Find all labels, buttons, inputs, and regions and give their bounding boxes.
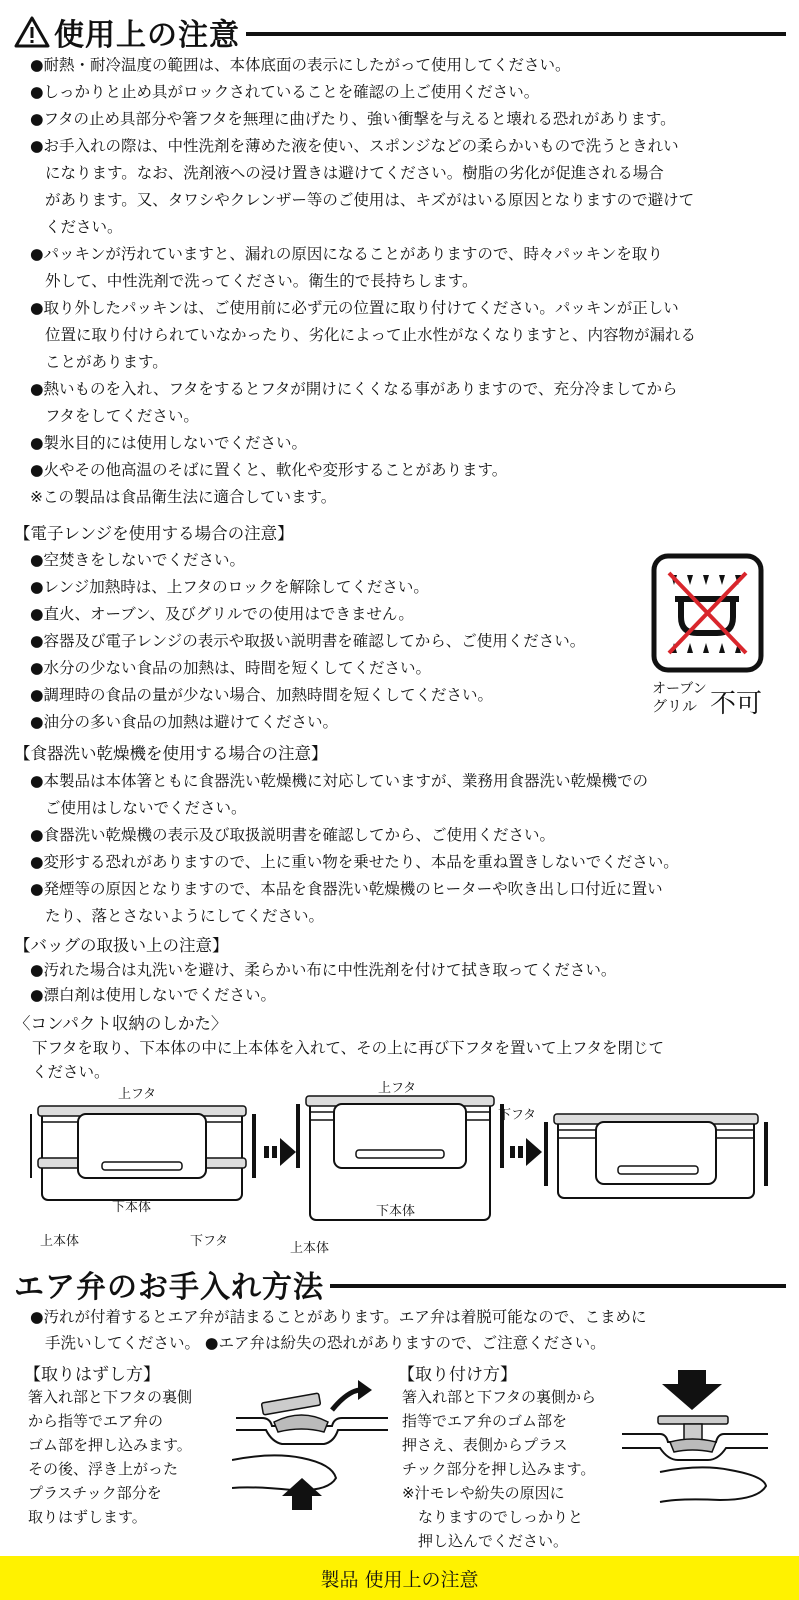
microwave-item: ●油分の多い食品の加熱は避けてください。 xyxy=(30,713,339,731)
icon-label-prohibited: 不可 xyxy=(710,689,763,719)
valve-attach-diagram xyxy=(620,1368,770,1518)
valve-removal-diagram xyxy=(232,1368,392,1518)
icon-label-oven: オーブン xyxy=(652,681,707,697)
dishwasher-line: ●食器洗い乾燥機の表示及び取扱説明書を確認してから、ご使用ください。 xyxy=(30,826,556,844)
note-line: ●熱いものを入れ、フタをするとフタが開けにくくなる事がありますので、充分冷ましてから xyxy=(30,380,678,398)
bag-section-title: 【バッグの取扱い上の注意】 xyxy=(14,936,229,955)
oven-grill-prohibited-icon xyxy=(651,553,764,673)
compact-line: 下フタを取り、下本体の中に上本体を入れて、その上に再び下フタを置いて上フタを閉じて xyxy=(32,1039,664,1057)
label-top-lid-1: 上フタ xyxy=(118,1087,157,1102)
microwave-item: ●容器及び電子レンジの表示や取扱い説明書を確認してから、ご使用ください。 xyxy=(30,632,586,650)
note-line: ●パッキンが汚れていますと、漏れの原因になることがありますので、時々パッキンを取り xyxy=(30,245,663,263)
note-line: ●火やその他高温のそばに置くと、軟化や変形することがあります。 xyxy=(30,461,508,479)
remove-line: から指等でエア弁の xyxy=(28,1412,164,1430)
microwave-item: ●直火、オーブン、及びグリルでの使用はできません。 xyxy=(30,605,414,623)
label-upper-body-1: 上本体 xyxy=(40,1234,80,1249)
attach-method-text xyxy=(402,1385,596,1553)
remove-method-title: 【取りはずし方】 xyxy=(24,1365,160,1385)
note-line: ●しっかりと止め具がロックされていることを確認の上ご使用ください。 xyxy=(30,83,540,101)
note-line: ことがあります。 xyxy=(45,353,168,371)
dishwasher-line: たり、落とさないようにしてください。 xyxy=(45,907,325,925)
remove-method-text xyxy=(28,1385,192,1529)
note-line: ●耐熱・耐冷温度の範囲は、本体底面の表示にしたがって使用してください。 xyxy=(30,56,571,74)
dishwasher-line: ご使用はしないでください。 xyxy=(45,799,247,817)
note-line: 位置に取り付けられていなかったり、劣化によって止水性がなくなりますと、内容物が漏れる xyxy=(45,326,697,344)
note-line: があります。又、タワシやクレンザー等のご使用は、キズがはいる原因となりますので避けて xyxy=(45,191,695,209)
warning-icon xyxy=(14,16,50,48)
air-valve-title: エア弁のお手入れ方法 xyxy=(14,1270,324,1305)
remove-line: プラスチック部分を xyxy=(28,1484,162,1502)
compact-storage-diagram xyxy=(30,1078,770,1248)
dishwasher-line: ●本製品は本体箸ともに食器洗い乾燥機に対応していますが、業務用食器洗い乾燥機での xyxy=(30,772,649,790)
note-line: 外して、中性洗剤で洗ってください。衛生的で長持ちします。 xyxy=(45,272,478,290)
container-diagram-1 xyxy=(30,1106,254,1200)
dishwasher-line: ●変形する恐れがありますので、上に重い物を乗せたり、本品を重ね置きしないでください。 xyxy=(30,853,679,871)
microwave-item: ●レンジ加熱時は、上フタのロックを解除してください。 xyxy=(30,578,429,596)
remove-line: 箸入れ部と下フタの裏側 xyxy=(28,1388,192,1406)
remove-line: 取りはずします。 xyxy=(28,1508,147,1526)
microwave-list xyxy=(30,547,650,736)
footer-label: 製品 使用上の注意 xyxy=(320,1568,479,1591)
bag-item: ●漂白剤は使用しないでください。 xyxy=(30,986,277,1004)
microwave-item: ●空焚きをしないでください。 xyxy=(30,551,246,569)
heading-rule xyxy=(246,32,786,36)
container-diagram-3 xyxy=(546,1114,766,1198)
footer-bar xyxy=(0,1556,799,1600)
note-line: になります。なお、洗剤液への浸け置きは避けてください。樹脂の劣化が促進される場合 xyxy=(45,164,664,182)
remove-line: その後、浮き上がった xyxy=(28,1460,179,1478)
dishwasher-section-title: 【食器洗い乾燥機を使用する場合の注意】 xyxy=(14,744,328,763)
label-upper-body-2: 上本体 xyxy=(290,1241,330,1256)
note-line: ●取り外したパッキンは、ご使用前に必ず元の位置に取り付けてください。パッキンが正しい xyxy=(30,299,679,317)
note-line: ください。 xyxy=(45,218,123,236)
label-lower-body-1: 下本体 xyxy=(112,1200,152,1215)
compact-storage-title: 〈コンパクト収納のしかた〉 xyxy=(14,1014,228,1033)
air-valve-line: ●汚れが付着するとエア弁が詰まることがあります。エア弁は着脱可能なので、こまめに xyxy=(30,1308,647,1326)
attach-method-title: 【取り付け方】 xyxy=(398,1365,517,1385)
arrow-icon xyxy=(264,1138,296,1166)
note-line: ●お手入れの際は、中性洗剤を薄めた液を使い、スポンジなどの柔らかいもので洗うときれい xyxy=(30,137,679,155)
arrow-icon xyxy=(510,1138,542,1166)
bag-item: ●汚れた場合は丸洗いを避け、柔らかい布に中性洗剤を付けて拭き取ってください。 xyxy=(30,961,617,979)
dishwasher-list xyxy=(30,768,770,930)
usage-notes-list xyxy=(30,52,770,511)
label-lower-lid-2: 下フタ xyxy=(498,1108,537,1123)
air-valve-text xyxy=(30,1304,770,1356)
attach-line: ※汁モレや紛失の原因に xyxy=(402,1484,565,1502)
heading-rule xyxy=(330,1284,786,1288)
attach-line: チック部分を押し込みます。 xyxy=(402,1460,596,1478)
label-lower-lid-1: 下フタ xyxy=(190,1234,229,1249)
usage-notes-heading xyxy=(14,10,786,54)
microwave-item: ●調理時の食品の量が少ない場合、加熱時間を短くしてください。 xyxy=(30,686,494,704)
icon-label-grill: グリル xyxy=(652,697,698,715)
note-line: フタをしてください。 xyxy=(45,407,199,425)
note-line: ●製氷目的には使用しないでください。 xyxy=(30,434,308,452)
label-top-lid-2: 上フタ xyxy=(378,1081,417,1096)
attach-line: 押し込んでください。 xyxy=(418,1532,569,1550)
attach-line: 押さえ、表側からプラス xyxy=(402,1436,568,1454)
microwave-section-title: 【電子レンジを使用する場合の注意】 xyxy=(14,524,294,543)
dishwasher-line: ●発煙等の原因となりますので、本品を食器洗い乾燥機のヒーターや吹き出し口付近に置い xyxy=(30,880,663,898)
usage-notes-title: 使用上の注意 xyxy=(54,18,240,53)
attach-line: 指等でエア弁のゴム部を xyxy=(402,1412,568,1430)
attach-line: なりますのでしっかりと xyxy=(418,1508,584,1526)
note-line: ●フタの止め具部分や箸フタを無理に曲げたり、強い衝撃を与えると壊れる恐れがあります。 xyxy=(30,110,676,128)
microwave-item: ●水分の少ない食品の加熱は、時間を短くしてください。 xyxy=(30,659,432,677)
air-valve-heading xyxy=(14,1262,786,1306)
remove-line: ゴム部を押し込みます。 xyxy=(28,1436,192,1454)
note-line: ※この製品は食品衛生法に適合しています。 xyxy=(30,488,337,506)
attach-line: 箸入れ部と下フタの裏側から xyxy=(402,1388,596,1406)
label-lower-body-2: 下本体 xyxy=(376,1204,416,1219)
air-valve-line: 手洗いしてください。 ●エア弁は紛失の恐れがありますので、ご注意ください。 xyxy=(45,1334,606,1352)
bag-list xyxy=(30,958,770,1008)
compact-line: ください。 xyxy=(32,1063,110,1081)
